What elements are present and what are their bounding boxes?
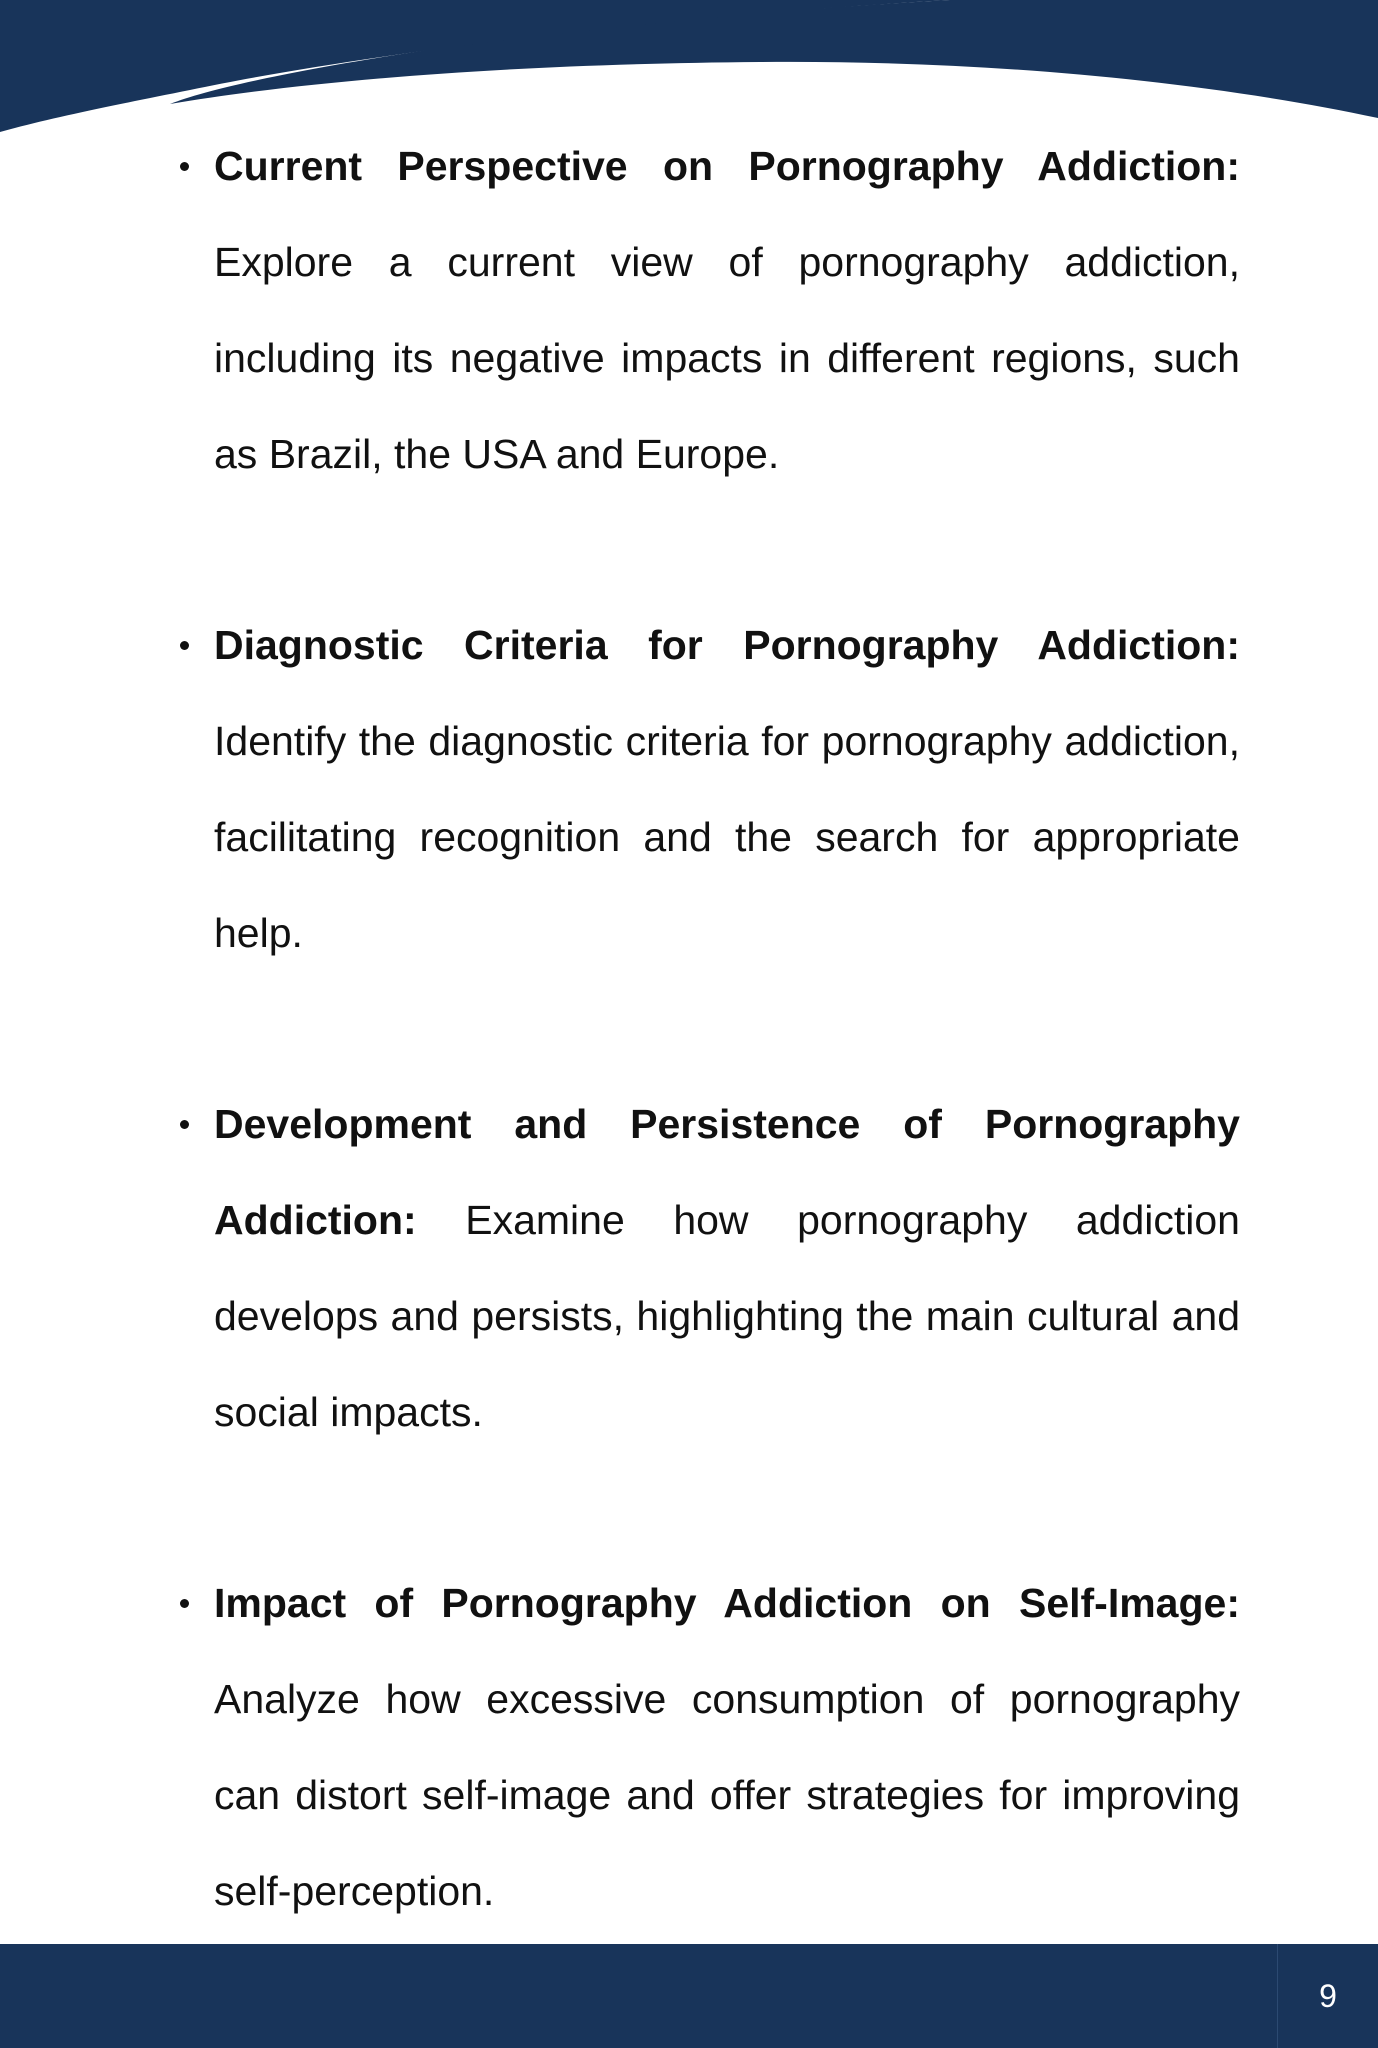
bullet-icon xyxy=(180,1120,189,1129)
list-item xyxy=(214,1555,1240,1939)
item-body: Analyze how excessive consumption of pornography can distort self-image and offer strategies for improving self-perception. xyxy=(214,1676,1240,1914)
bullet-icon xyxy=(180,162,189,171)
item-body: Explore a current view of pornography addiction, including its negative impacts in different regions, such as Brazil, the USA and Europe. xyxy=(214,239,1240,477)
list-item xyxy=(214,1076,1240,1460)
footer-bar xyxy=(0,1944,1378,2048)
item-heading: Current Perspective on Pornography Addiction: xyxy=(214,143,1240,189)
item-heading: Diagnostic Criteria for Pornography Addiction: xyxy=(214,622,1240,668)
list-item xyxy=(214,118,1240,502)
page-number: 9 xyxy=(1319,1977,1337,2014)
item-body: Identify the diagnostic criteria for pornography addiction, facilitating recognition and the search for appropriate help. xyxy=(214,718,1240,956)
bullet-icon xyxy=(180,641,189,650)
topics-list xyxy=(214,118,1240,1939)
bullet-icon xyxy=(180,1599,189,1608)
item-heading: Development and Persistence of Pornography Addiction: xyxy=(214,1101,1240,1243)
page-number-box xyxy=(1277,1944,1378,2048)
main-content xyxy=(214,118,1240,2034)
item-heading: Impact of Pornography Addiction on Self-Image: xyxy=(214,1580,1240,1626)
list-item xyxy=(214,597,1240,981)
item-body: Examine how pornography addiction develops and persists, highlighting the main cultural and social impacts. xyxy=(214,1197,1240,1435)
